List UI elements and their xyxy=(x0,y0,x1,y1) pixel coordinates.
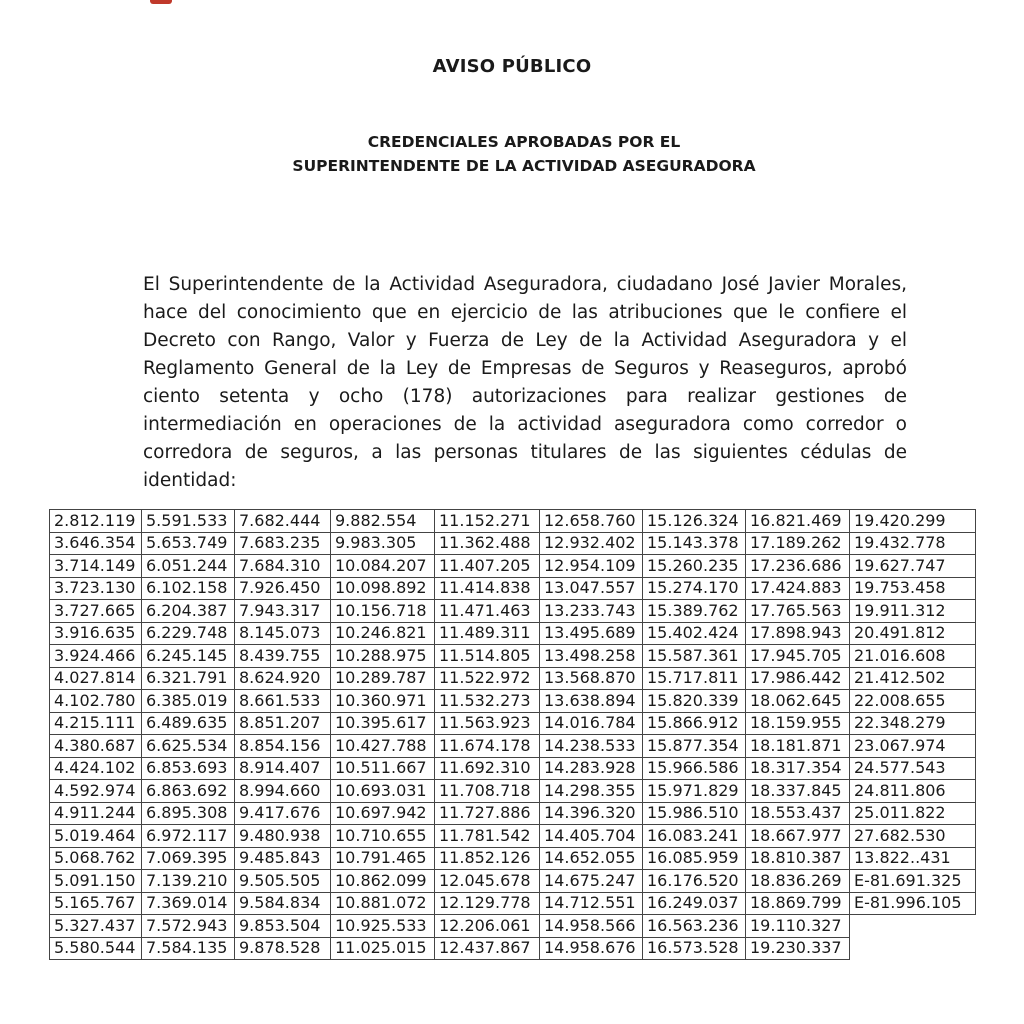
table-row xyxy=(50,892,976,915)
id-cell: 10.697.942 xyxy=(331,802,435,825)
id-cell: 13.568.870 xyxy=(540,667,643,690)
id-cell: 19.420.299 xyxy=(850,510,976,533)
id-cell: 11.708.718 xyxy=(435,780,540,803)
id-cell: 24.577.543 xyxy=(850,757,976,780)
id-cell: E-81.691.325 xyxy=(850,870,976,893)
id-cell: 6.102.158 xyxy=(142,577,235,600)
id-cell: 18.667.977 xyxy=(746,825,850,848)
subtitle-line-1: CREDENCIALES APROBADAS POR EL xyxy=(367,133,681,151)
table-row xyxy=(50,577,976,600)
id-cell: 9.505.505 xyxy=(235,870,331,893)
id-cell: 15.971.829 xyxy=(643,780,746,803)
id-cell: 15.877.354 xyxy=(643,735,746,758)
table-row xyxy=(50,532,976,555)
id-cell: 27.682.530 xyxy=(850,825,976,848)
id-cell: 8.994.660 xyxy=(235,780,331,803)
table-row xyxy=(50,847,976,870)
id-cell: 14.283.928 xyxy=(540,757,643,780)
id-cell: 15.402.424 xyxy=(643,622,746,645)
id-cell: 19.110.327 xyxy=(746,915,850,938)
id-cell: 9.417.676 xyxy=(235,802,331,825)
id-cell: 14.675.247 xyxy=(540,870,643,893)
id-cell: 11.563.923 xyxy=(435,712,540,735)
id-cell: 6.972.117 xyxy=(142,825,235,848)
id-cell: 6.229.748 xyxy=(142,622,235,645)
id-cell: 23.067.974 xyxy=(850,735,976,758)
id-cell: 9.584.834 xyxy=(235,892,331,915)
id-cell: 20.491.812 xyxy=(850,622,976,645)
id-cell: 16.249.037 xyxy=(643,892,746,915)
id-cell: 22.348.279 xyxy=(850,712,976,735)
id-cell: 6.895.308 xyxy=(142,802,235,825)
id-cell: 11.471.463 xyxy=(435,600,540,623)
id-cell: 4.592.974 xyxy=(50,780,142,803)
id-cell: 16.573.528 xyxy=(643,937,746,960)
id-cell: 10.098.892 xyxy=(331,577,435,600)
id-cell: 5.091.150 xyxy=(50,870,142,893)
id-cell: 12.129.778 xyxy=(435,892,540,915)
id-cell: 17.898.943 xyxy=(746,622,850,645)
id-cell: 14.958.566 xyxy=(540,915,643,938)
id-cell: 3.714.149 xyxy=(50,555,142,578)
id-cell: 12.658.760 xyxy=(540,510,643,533)
id-cell: 18.159.955 xyxy=(746,712,850,735)
id-cell: 11.532.273 xyxy=(435,690,540,713)
id-cell: 2.812.119 xyxy=(50,510,142,533)
id-cell: 15.587.361 xyxy=(643,645,746,668)
id-cell: 6.051.244 xyxy=(142,555,235,578)
table-row xyxy=(50,510,976,533)
id-cell: 10.925.533 xyxy=(331,915,435,938)
table-row xyxy=(50,915,976,938)
id-cell: 10.289.787 xyxy=(331,667,435,690)
id-cell: 4.911.244 xyxy=(50,802,142,825)
id-cell: 4.027.814 xyxy=(50,667,142,690)
id-cell: 17.236.686 xyxy=(746,555,850,578)
id-numbers-table xyxy=(49,509,976,960)
id-cell: 9.480.938 xyxy=(235,825,331,848)
id-cell: 6.853.693 xyxy=(142,757,235,780)
id-cell: 11.407.205 xyxy=(435,555,540,578)
id-cell: 10.360.971 xyxy=(331,690,435,713)
id-table-body xyxy=(50,510,976,960)
id-cell: 8.661.533 xyxy=(235,690,331,713)
id-cell: 6.489.635 xyxy=(142,712,235,735)
id-cell: 10.881.072 xyxy=(331,892,435,915)
id-cell: 11.025.015 xyxy=(331,937,435,960)
id-cell: 11.522.972 xyxy=(435,667,540,690)
id-cell: 12.206.061 xyxy=(435,915,540,938)
id-cell: 11.852.126 xyxy=(435,847,540,870)
id-cell: 11.362.488 xyxy=(435,532,540,555)
subtitle-line-2: SUPERINTENDENTE DE LA ACTIVIDAD ASEGURADORA xyxy=(292,157,756,175)
header-logo-fragment xyxy=(150,0,172,4)
id-cell: 16.563.236 xyxy=(643,915,746,938)
id-cell: 11.692.310 xyxy=(435,757,540,780)
id-cell: 11.152.271 xyxy=(435,510,540,533)
id-cell: 15.866.912 xyxy=(643,712,746,735)
id-cell: 14.958.676 xyxy=(540,937,643,960)
id-cell: 8.145.073 xyxy=(235,622,331,645)
id-cell: 18.836.269 xyxy=(746,870,850,893)
id-cell xyxy=(850,937,976,960)
id-cell: 12.954.109 xyxy=(540,555,643,578)
id-cell: 24.811.806 xyxy=(850,780,976,803)
id-cell: 10.288.975 xyxy=(331,645,435,668)
id-cell: 21.412.502 xyxy=(850,667,976,690)
id-cell: 5.580.544 xyxy=(50,937,142,960)
id-cell: 17.945.705 xyxy=(746,645,850,668)
table-row xyxy=(50,555,976,578)
id-cell: 15.274.170 xyxy=(643,577,746,600)
id-cell: 7.069.395 xyxy=(142,847,235,870)
id-cell: 18.553.437 xyxy=(746,802,850,825)
id-cell: 7.943.317 xyxy=(235,600,331,623)
id-cell: 8.624.920 xyxy=(235,667,331,690)
id-cell: 11.674.178 xyxy=(435,735,540,758)
id-cell: 5.019.464 xyxy=(50,825,142,848)
id-cell: 8.439.755 xyxy=(235,645,331,668)
id-cell: 14.652.055 xyxy=(540,847,643,870)
id-cell: 6.863.692 xyxy=(142,780,235,803)
id-cell: 19.627.747 xyxy=(850,555,976,578)
id-cell: 19.911.312 xyxy=(850,600,976,623)
notice-subtitle xyxy=(0,130,1024,178)
id-cell: 10.246.821 xyxy=(331,622,435,645)
id-cell: 11.414.838 xyxy=(435,577,540,600)
id-cell: 9.878.528 xyxy=(235,937,331,960)
id-cell: 13.495.689 xyxy=(540,622,643,645)
id-cell: 10.710.655 xyxy=(331,825,435,848)
table-row xyxy=(50,645,976,668)
id-cell: 13.498.258 xyxy=(540,645,643,668)
id-cell: 14.712.551 xyxy=(540,892,643,915)
id-cell: 13.638.894 xyxy=(540,690,643,713)
id-cell: 19.753.458 xyxy=(850,577,976,600)
id-cell: 5.653.749 xyxy=(142,532,235,555)
id-cell: 17.986.442 xyxy=(746,667,850,690)
id-cell: 5.591.533 xyxy=(142,510,235,533)
table-row xyxy=(50,735,976,758)
id-cell: 13.047.557 xyxy=(540,577,643,600)
id-cell: 14.405.704 xyxy=(540,825,643,848)
table-row xyxy=(50,667,976,690)
id-cell: 10.395.617 xyxy=(331,712,435,735)
id-cell: 18.181.871 xyxy=(746,735,850,758)
id-cell: 14.238.533 xyxy=(540,735,643,758)
id-cell: 15.986.510 xyxy=(643,802,746,825)
table-row xyxy=(50,690,976,713)
id-cell: 4.424.102 xyxy=(50,757,142,780)
id-cell: 7.139.210 xyxy=(142,870,235,893)
id-cell: 11.727.886 xyxy=(435,802,540,825)
id-cell: 9.853.504 xyxy=(235,915,331,938)
id-cell: 12.437.867 xyxy=(435,937,540,960)
table-row xyxy=(50,712,976,735)
id-cell xyxy=(850,915,976,938)
id-cell: 9.882.554 xyxy=(331,510,435,533)
table-row xyxy=(50,780,976,803)
id-cell: 11.781.542 xyxy=(435,825,540,848)
id-cell: 17.189.262 xyxy=(746,532,850,555)
id-cell: 8.914.407 xyxy=(235,757,331,780)
id-cell: 17.765.563 xyxy=(746,600,850,623)
id-cell: 12.045.678 xyxy=(435,870,540,893)
id-cell: 3.924.466 xyxy=(50,645,142,668)
id-cell: 4.102.780 xyxy=(50,690,142,713)
notice-title: AVISO PÚBLICO xyxy=(432,56,592,77)
table-row xyxy=(50,757,976,780)
id-cell: 18.810.387 xyxy=(746,847,850,870)
id-cell: 18.337.845 xyxy=(746,780,850,803)
id-cell: 19.432.778 xyxy=(850,532,976,555)
id-cell: 7.584.135 xyxy=(142,937,235,960)
id-cell: 15.966.586 xyxy=(643,757,746,780)
id-cell: 18.317.354 xyxy=(746,757,850,780)
id-cell: 14.396.320 xyxy=(540,802,643,825)
id-cell: 7.683.235 xyxy=(235,532,331,555)
id-cell: 15.126.324 xyxy=(643,510,746,533)
id-cell: 12.932.402 xyxy=(540,532,643,555)
id-cell: 13.233.743 xyxy=(540,600,643,623)
id-cell: 3.727.665 xyxy=(50,600,142,623)
id-cell: 6.625.534 xyxy=(142,735,235,758)
id-cell: 7.684.310 xyxy=(235,555,331,578)
id-cell: E-81.996.105 xyxy=(850,892,976,915)
table-row xyxy=(50,600,976,623)
id-cell: 15.143.378 xyxy=(643,532,746,555)
id-cell: 6.385.019 xyxy=(142,690,235,713)
id-cell: 13.822..431 xyxy=(850,847,976,870)
id-cell: 15.389.762 xyxy=(643,600,746,623)
id-cell: 16.176.520 xyxy=(643,870,746,893)
id-cell: 16.083.241 xyxy=(643,825,746,848)
table-row xyxy=(50,622,976,645)
id-cell: 21.016.608 xyxy=(850,645,976,668)
id-cell: 6.245.145 xyxy=(142,645,235,668)
id-cell: 6.204.387 xyxy=(142,600,235,623)
id-cell: 4.380.687 xyxy=(50,735,142,758)
id-cell: 3.916.635 xyxy=(50,622,142,645)
id-cell: 8.854.156 xyxy=(235,735,331,758)
id-cell: 18.869.799 xyxy=(746,892,850,915)
id-cell: 5.165.767 xyxy=(50,892,142,915)
id-cell: 15.260.235 xyxy=(643,555,746,578)
id-cell: 9.983.305 xyxy=(331,532,435,555)
table-row xyxy=(50,870,976,893)
id-cell: 17.424.883 xyxy=(746,577,850,600)
id-cell: 25.011.822 xyxy=(850,802,976,825)
id-cell: 8.851.207 xyxy=(235,712,331,735)
id-cell: 9.485.843 xyxy=(235,847,331,870)
id-cell: 14.298.355 xyxy=(540,780,643,803)
id-cell: 10.862.099 xyxy=(331,870,435,893)
id-cell: 7.682.444 xyxy=(235,510,331,533)
id-cell: 19.230.337 xyxy=(746,937,850,960)
id-cell: 7.369.014 xyxy=(142,892,235,915)
id-cell: 10.084.207 xyxy=(331,555,435,578)
id-cell: 10.156.718 xyxy=(331,600,435,623)
id-cell: 5.327.437 xyxy=(50,915,142,938)
id-cell: 10.693.031 xyxy=(331,780,435,803)
id-cell: 10.791.465 xyxy=(331,847,435,870)
id-cell: 6.321.791 xyxy=(142,667,235,690)
id-cell: 7.926.450 xyxy=(235,577,331,600)
id-cell: 15.820.339 xyxy=(643,690,746,713)
table-row xyxy=(50,825,976,848)
id-cell: 11.489.311 xyxy=(435,622,540,645)
table-row xyxy=(50,937,976,960)
id-cell: 15.717.811 xyxy=(643,667,746,690)
id-cell: 14.016.784 xyxy=(540,712,643,735)
id-cell: 16.085.959 xyxy=(643,847,746,870)
id-cell: 22.008.655 xyxy=(850,690,976,713)
id-cell: 3.723.130 xyxy=(50,577,142,600)
id-cell: 10.427.788 xyxy=(331,735,435,758)
id-cell: 7.572.943 xyxy=(142,915,235,938)
id-cell: 16.821.469 xyxy=(746,510,850,533)
id-cell: 18.062.645 xyxy=(746,690,850,713)
id-cell: 5.068.762 xyxy=(50,847,142,870)
id-cell: 11.514.805 xyxy=(435,645,540,668)
id-cell: 4.215.111 xyxy=(50,712,142,735)
id-cell: 10.511.667 xyxy=(331,757,435,780)
id-cell: 3.646.354 xyxy=(50,532,142,555)
intro-paragraph: El Superintendente de la Actividad Aseguradora, ciudadano José Javier Morales, hace del conocimiento que en ejercicio de las atribuciones que le confiere el Decreto con Rango, Valor y Fuerza de Ley de la Actividad Aseguradora y el Reglamento General de la Ley de Empresas de Seguros y Reaseguros, aprobó ciento setenta y ocho (178) autorizaciones para realizar gestiones de intermediación en operaciones de la actividad aseguradora como corredor o corredora de seguros, a las personas titulares de las siguientes cédulas de identidad: xyxy=(143,273,907,492)
table-row xyxy=(50,802,976,825)
